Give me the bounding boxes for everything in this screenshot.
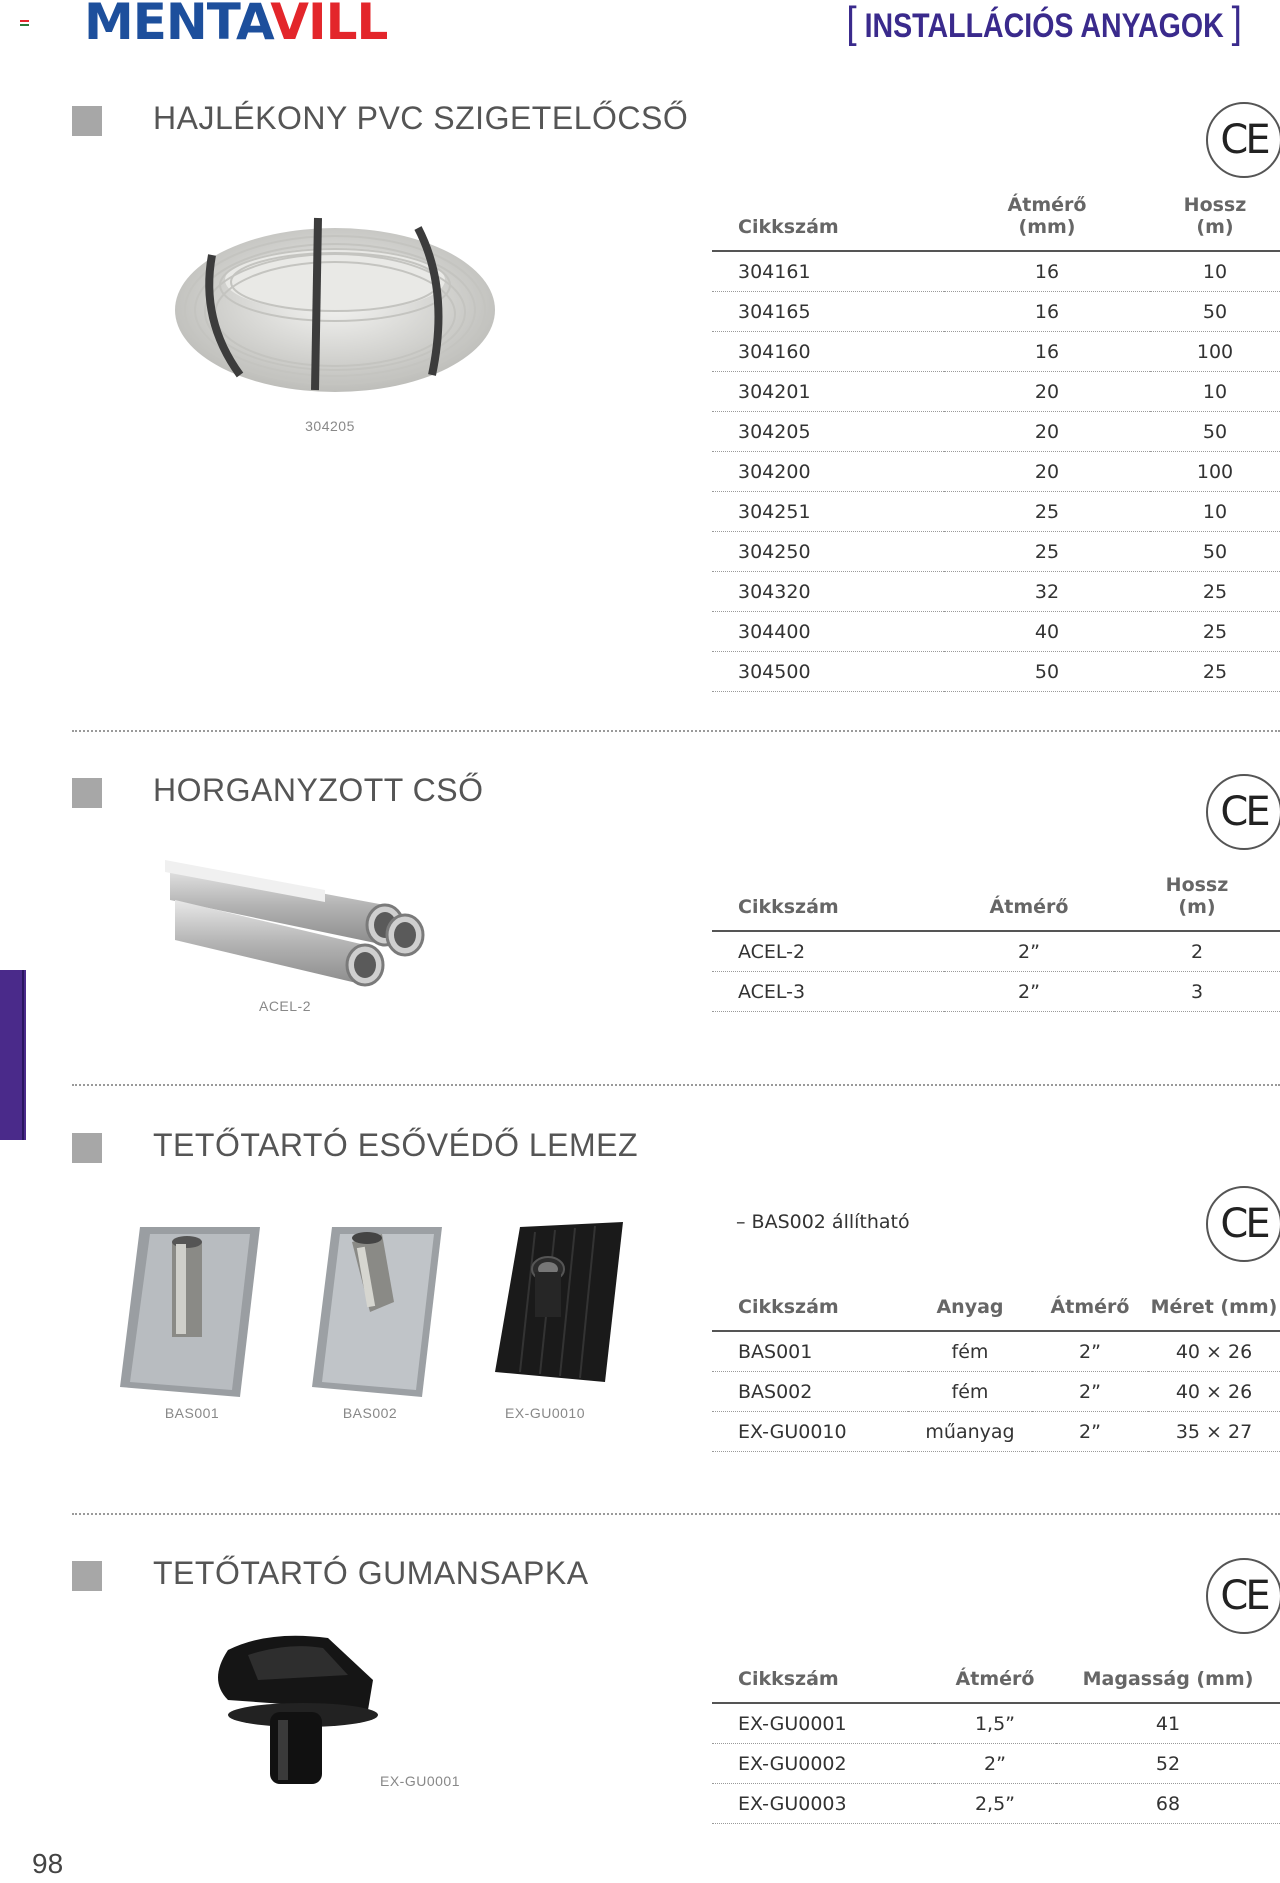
table-row (712, 1784, 1280, 1824)
cell-diameter: 1,5” (934, 1703, 1056, 1744)
table-row (712, 532, 1280, 572)
cell-diameter: 20 (944, 452, 1150, 492)
table-row (712, 572, 1280, 612)
logo-part-vill: VILL (270, 0, 388, 51)
cell-material: műanyag (908, 1412, 1032, 1452)
cell-length: 25 (1150, 652, 1280, 692)
cell-diameter: 16 (944, 292, 1150, 332)
rubber-roof-cap-image (208, 1630, 383, 1800)
ce-mark-icon (1206, 102, 1280, 178)
cell-code: EX-GU0002 (712, 1744, 934, 1784)
ce-mark-text: CE (1220, 1201, 1268, 1247)
col-header: Magasság (mm) (1056, 1668, 1280, 1703)
col-header: Hossz (m) (1114, 874, 1280, 931)
section-title: HORGANYZOTT CSŐ (153, 772, 484, 808)
cell-length: 2 (1114, 931, 1280, 972)
ce-mark-text: CE (1220, 117, 1268, 163)
table-row (712, 1703, 1280, 1744)
plastic-roof-flashing-image (495, 1222, 630, 1387)
table-row (712, 412, 1280, 452)
language-flag-icon (20, 20, 29, 26)
col-header: Anyag (908, 1296, 1032, 1331)
col-header: Átmérő (mm) (944, 194, 1150, 251)
image-caption: EX-GU0001 (380, 1773, 460, 1789)
cell-diameter: 2” (1032, 1412, 1148, 1452)
col-header: Átmérő (944, 874, 1114, 931)
section-title: TETŐTARTÓ GUMANSAPKA (153, 1555, 589, 1591)
cell-code: 304320 (712, 572, 944, 612)
cell-code: BAS002 (712, 1372, 908, 1412)
cell-diameter: 20 (944, 372, 1150, 412)
cell-length: 100 (1150, 332, 1280, 372)
image-caption: EX-GU0010 (505, 1405, 585, 1421)
table-row (712, 251, 1280, 292)
mentavill-logo (84, 0, 387, 52)
product-note: – BAS002 állítható (736, 1211, 910, 1233)
table-row (712, 292, 1280, 332)
cell-code: EX-GU0003 (712, 1784, 934, 1824)
cell-code: 304201 (712, 372, 944, 412)
cell-diameter: 2” (944, 972, 1114, 1012)
section-divider (72, 1084, 1280, 1086)
side-chapter-tab (0, 970, 26, 1140)
image-caption: BAS002 (342, 1405, 398, 1421)
cell-length: 10 (1150, 372, 1280, 412)
cell-code: BAS001 (712, 1331, 908, 1372)
cell-code: 304251 (712, 492, 944, 532)
ce-mark-icon (1206, 1186, 1280, 1262)
section-marker (72, 1133, 102, 1163)
col-header: Cikkszám (712, 874, 944, 931)
coiled-pvc-conduit-image (170, 210, 500, 400)
cell-length: 25 (1150, 612, 1280, 652)
table-row (712, 332, 1280, 372)
cell-code: 304400 (712, 612, 944, 652)
cell-material: fém (908, 1331, 1032, 1372)
table-row (712, 972, 1280, 1012)
col-header: Cikkszám (712, 194, 944, 251)
col-header: Átmérő (1032, 1296, 1148, 1331)
cell-code: 304165 (712, 292, 944, 332)
table-row (712, 1412, 1280, 1452)
cell-material: fém (908, 1372, 1032, 1412)
cell-diameter: 25 (944, 492, 1150, 532)
cell-length: 100 (1150, 452, 1280, 492)
image-caption: ACEL-2 (258, 998, 312, 1014)
cell-diameter: 2” (934, 1744, 1056, 1784)
section-marker (72, 778, 102, 808)
cell-height: 52 (1056, 1744, 1280, 1784)
cell-code: EX-GU0001 (712, 1703, 934, 1744)
adjustable-roof-flashing-image (312, 1222, 452, 1397)
cell-code: 304205 (712, 412, 944, 452)
image-caption: 304205 (305, 418, 355, 434)
section-marker (72, 106, 102, 136)
cell-code: 304161 (712, 251, 944, 292)
cell-diameter: 2” (1032, 1372, 1148, 1412)
table-header-row (712, 874, 1280, 931)
table-row (712, 452, 1280, 492)
section-divider (72, 1513, 1280, 1515)
cell-code: 304160 (712, 332, 944, 372)
section-marker (72, 1561, 102, 1591)
cell-height: 68 (1056, 1784, 1280, 1824)
cell-size: 40 × 26 (1148, 1372, 1280, 1412)
cell-height: 41 (1056, 1703, 1280, 1744)
table-row (712, 612, 1280, 652)
table-row (712, 372, 1280, 412)
cell-diameter: 40 (944, 612, 1150, 652)
ce-mark-text: CE (1220, 789, 1268, 835)
table-header-row (712, 1668, 1280, 1703)
galvanized-pipes-image (165, 860, 435, 1005)
spec-table-galvanized (712, 874, 1280, 1012)
table-row (712, 492, 1280, 532)
spec-table-roof-cap (712, 1668, 1280, 1824)
cell-size: 35 × 27 (1148, 1412, 1280, 1452)
cell-length: 10 (1150, 251, 1280, 292)
table-header-row (712, 194, 1280, 251)
image-caption: BAS001 (164, 1405, 220, 1421)
cell-length: 3 (1114, 972, 1280, 1012)
cell-diameter: 16 (944, 332, 1150, 372)
col-header: Átmérő (934, 1668, 1056, 1703)
bracket-close: ] (1231, 0, 1242, 47)
cell-code: 304250 (712, 532, 944, 572)
spec-table-pvc (712, 194, 1280, 692)
logo-part-menta: MENTA (84, 0, 271, 51)
cell-length: 50 (1150, 532, 1280, 572)
cell-diameter: 2” (944, 931, 1114, 972)
cell-size: 40 × 26 (1148, 1331, 1280, 1372)
cell-diameter: 16 (944, 251, 1150, 292)
col-header: Cikkszám (712, 1296, 908, 1331)
cell-length: 10 (1150, 492, 1280, 532)
table-row (712, 1744, 1280, 1784)
page-number: 98 (32, 1848, 64, 1879)
col-header: Cikkszám (712, 1668, 934, 1703)
cell-length: 25 (1150, 572, 1280, 612)
table-row (712, 1372, 1280, 1412)
cell-code: ACEL-2 (712, 931, 944, 972)
cell-code: 304500 (712, 652, 944, 692)
cell-length: 50 (1150, 412, 1280, 452)
section-title: HAJLÉKONY PVC SZIGETELŐCSŐ (153, 100, 689, 136)
cell-code: EX-GU0010 (712, 1412, 908, 1452)
table-row (712, 931, 1280, 972)
bracket-open: [ (846, 0, 857, 47)
col-header: Hossz (m) (1150, 194, 1280, 251)
table-row (712, 652, 1280, 692)
cell-diameter: 50 (944, 652, 1150, 692)
category-label: INSTALLÁCIÓS ANYAGOK (864, 7, 1224, 45)
cell-code: ACEL-3 (712, 972, 944, 1012)
cell-diameter: 32 (944, 572, 1150, 612)
spec-table-roof-flashing (712, 1296, 1280, 1452)
table-row (712, 1331, 1280, 1372)
cell-code: 304200 (712, 452, 944, 492)
section-title: TETŐTARTÓ ESŐVÉDŐ LEMEZ (153, 1127, 639, 1163)
table-header-row (712, 1296, 1280, 1331)
ce-mark-icon (1206, 1558, 1280, 1634)
cell-diameter: 20 (944, 412, 1150, 452)
metal-roof-flashing-image (120, 1222, 260, 1397)
section-divider (72, 730, 1280, 732)
category-heading (846, 2, 1242, 47)
ce-mark-text: CE (1220, 1573, 1268, 1619)
cell-length: 50 (1150, 292, 1280, 332)
ce-mark-icon (1206, 774, 1280, 850)
col-header: Méret (mm) (1148, 1296, 1280, 1331)
cell-diameter: 2” (1032, 1331, 1148, 1372)
cell-diameter: 2,5” (934, 1784, 1056, 1824)
cell-diameter: 25 (944, 532, 1150, 572)
